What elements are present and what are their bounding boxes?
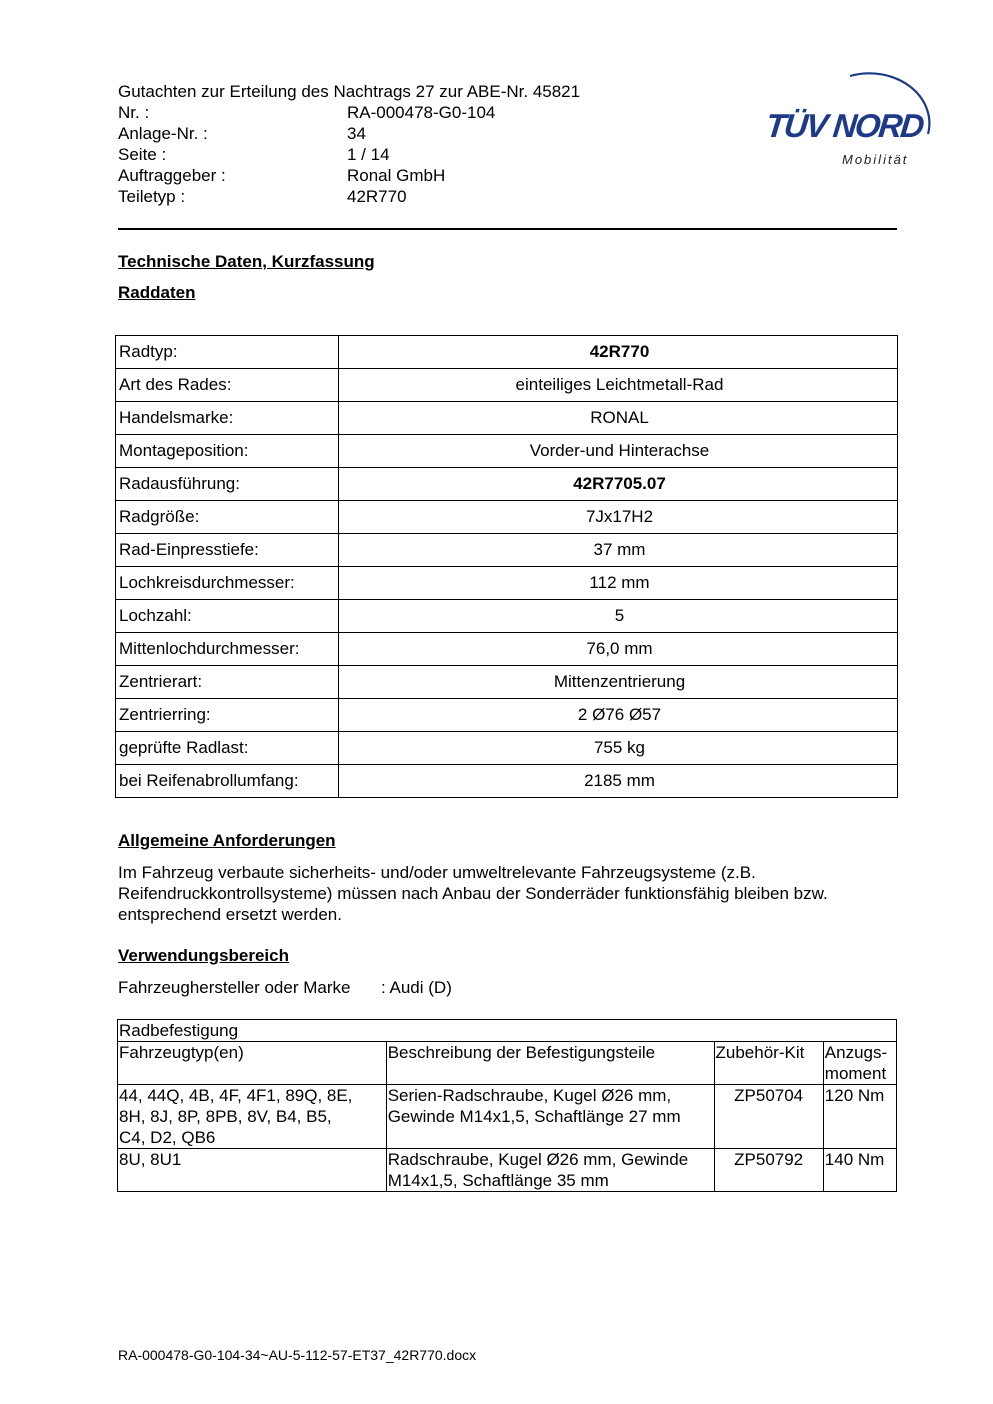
table-title-row	[118, 1020, 897, 1042]
table-row	[116, 336, 898, 369]
logo-brand: TÜV NORD	[764, 107, 925, 144]
table-row	[116, 567, 898, 600]
text-line: Radschraube, Kugel Ø26 mm, Gewinde	[387, 1150, 689, 1169]
meta-value: 42R770	[347, 187, 407, 206]
wheel-field-value: Vorder-und Hinterachse	[339, 435, 898, 468]
meta-key: Seite :	[118, 145, 167, 164]
table-header-row	[118, 1042, 897, 1085]
meta-value: 34	[347, 124, 366, 143]
wheel-field-value: 2185 mm	[339, 765, 898, 798]
wheel-field-value: 42R770	[339, 336, 898, 369]
section-heading-usage: Verwendungsbereich	[118, 946, 289, 965]
table-row	[116, 732, 898, 765]
manufacturer-label: Fahrzeughersteller oder Marke	[118, 978, 351, 997]
wheel-field-label: Rad-Einpresstiefe:	[116, 534, 339, 567]
column-header-vehicle-types: Fahrzeugtyp(en)	[118, 1042, 387, 1085]
wheel-field-value: 112 mm	[339, 567, 898, 600]
table-row	[116, 435, 898, 468]
section-heading-technical: Technische Daten, Kurzfassung	[118, 252, 375, 271]
meta-value: RA-000478-G0-104	[347, 103, 496, 122]
text-line: Im Fahrzeug verbaute sicherheits- und/oder umweltrelevante Fahrzeugsysteme (z.B.	[118, 863, 756, 882]
wheel-field-label: Handelsmarke:	[116, 402, 339, 435]
kit-cell: ZP50704	[714, 1085, 823, 1149]
table-row	[118, 1149, 897, 1192]
meta-value: Ronal GmbH	[347, 166, 446, 185]
table-row	[118, 1085, 897, 1149]
table-row	[116, 369, 898, 402]
tuv-nord-logo	[760, 54, 950, 174]
general-requirements-text	[118, 862, 898, 925]
meta-key: Nr. :	[118, 103, 150, 122]
wheel-field-label: geprüfte Radlast:	[116, 732, 339, 765]
vehicle-types-cell	[118, 1085, 387, 1149]
wheel-field-value: 42R7705.07	[339, 468, 898, 501]
vehicle-types-cell	[118, 1149, 387, 1192]
wheel-field-label: Radgröße:	[116, 501, 339, 534]
header-divider	[118, 228, 897, 230]
wheel-field-value: 76,0 mm	[339, 633, 898, 666]
text-line: M14x1,5, Schaftlänge 35 mm	[387, 1171, 609, 1190]
wheel-field-value: 7Jx17H2	[339, 501, 898, 534]
text-line: C4, D2, QB6	[119, 1128, 216, 1147]
section-heading-general: Allgemeine Anforderungen	[118, 831, 336, 850]
table-row	[116, 666, 898, 699]
header-line: Anzugs-	[824, 1043, 888, 1062]
manufacturer-value: : Audi (D)	[381, 978, 452, 997]
table-row	[116, 534, 898, 567]
table-row	[116, 765, 898, 798]
meta-key: Auftraggeber :	[118, 166, 226, 185]
table-row	[116, 501, 898, 534]
wheel-field-value: einteiliges Leichtmetall-Rad	[339, 369, 898, 402]
wheel-field-label: Zentrierart:	[116, 666, 339, 699]
table-title: Radbefestigung	[118, 1020, 897, 1042]
text-line: 8H, 8J, 8P, 8PB, 8V, B4, B5,	[119, 1107, 332, 1126]
table-row	[116, 402, 898, 435]
text-line: Serien-Radschraube, Kugel Ø26 mm,	[387, 1086, 672, 1105]
meta-value: 1 / 14	[347, 145, 390, 164]
table-row	[116, 468, 898, 501]
text-line: 44, 44Q, 4B, 4F, 4F1, 89Q, 8E,	[119, 1086, 353, 1105]
description-cell	[386, 1149, 714, 1192]
torque-cell: 120 Nm	[823, 1085, 896, 1149]
meta-row-nr	[118, 102, 580, 123]
text-line: 8U, 8U1	[119, 1150, 182, 1169]
wheel-field-label: Radausführung:	[116, 468, 339, 501]
wheel-fixing-table	[117, 1019, 897, 1192]
meta-row-teiletyp	[118, 186, 580, 207]
wheel-field-label: bei Reifenabrollumfang:	[116, 765, 339, 798]
table-row	[116, 633, 898, 666]
wheel-field-value: 2 Ø76 Ø57	[339, 699, 898, 732]
wheel-field-label: Montageposition:	[116, 435, 339, 468]
wheel-field-label: Zentrierring:	[116, 699, 339, 732]
report-title: Gutachten zur Erteilung des Nachtrags 27 zur ABE-Nr. 45821	[118, 82, 581, 101]
wheel-field-label: Radtyp:	[116, 336, 339, 369]
table-row	[116, 699, 898, 732]
column-header-description: Beschreibung der Befestigungsteile	[386, 1042, 714, 1085]
meta-key: Anlage-Nr. :	[118, 124, 208, 143]
meta-row-seite	[118, 144, 580, 165]
wheel-field-value: Mittenzentrierung	[339, 666, 898, 699]
wheel-field-value: 37 mm	[339, 534, 898, 567]
wheel-field-label: Lochkreisdurchmesser:	[116, 567, 339, 600]
logo-subtitle: Mobilität	[842, 152, 909, 167]
wheel-field-label: Art des Rades:	[116, 369, 339, 402]
wheel-field-label: Mittenlochdurchmesser:	[116, 633, 339, 666]
wheel-data-table	[115, 335, 898, 798]
meta-row-auftraggeber	[118, 165, 580, 186]
meta-key: Teiletyp :	[118, 187, 186, 206]
report-header	[118, 81, 580, 207]
text-line: entsprechend ersetzt werden.	[118, 905, 342, 924]
meta-row-anlage	[118, 123, 580, 144]
wheel-field-value: 755 kg	[339, 732, 898, 765]
table-row	[116, 600, 898, 633]
header-line: moment	[824, 1064, 887, 1083]
wheel-field-value: 5	[339, 600, 898, 633]
wheel-field-label: Lochzahl:	[116, 600, 339, 633]
section-heading-wheel: Raddaten	[118, 283, 196, 302]
description-cell	[386, 1085, 714, 1149]
footer-filename: RA-000478-G0-104-34~AU-5-112-57-ET37_42R770.docx	[118, 1347, 477, 1363]
column-header-kit: Zubehör-Kit	[714, 1042, 823, 1085]
wheel-field-value: RONAL	[339, 402, 898, 435]
column-header-torque	[823, 1042, 896, 1085]
manufacturer-line	[118, 978, 452, 998]
text-line: Reifendruckkontrollsysteme) müssen nach Anbau der Sonderräder funktionsfähig bleiben bzw.	[118, 884, 828, 903]
kit-cell: ZP50792	[714, 1149, 823, 1192]
text-line: Gewinde M14x1,5, Schaftlänge 27 mm	[387, 1107, 681, 1126]
torque-cell: 140 Nm	[823, 1149, 896, 1192]
